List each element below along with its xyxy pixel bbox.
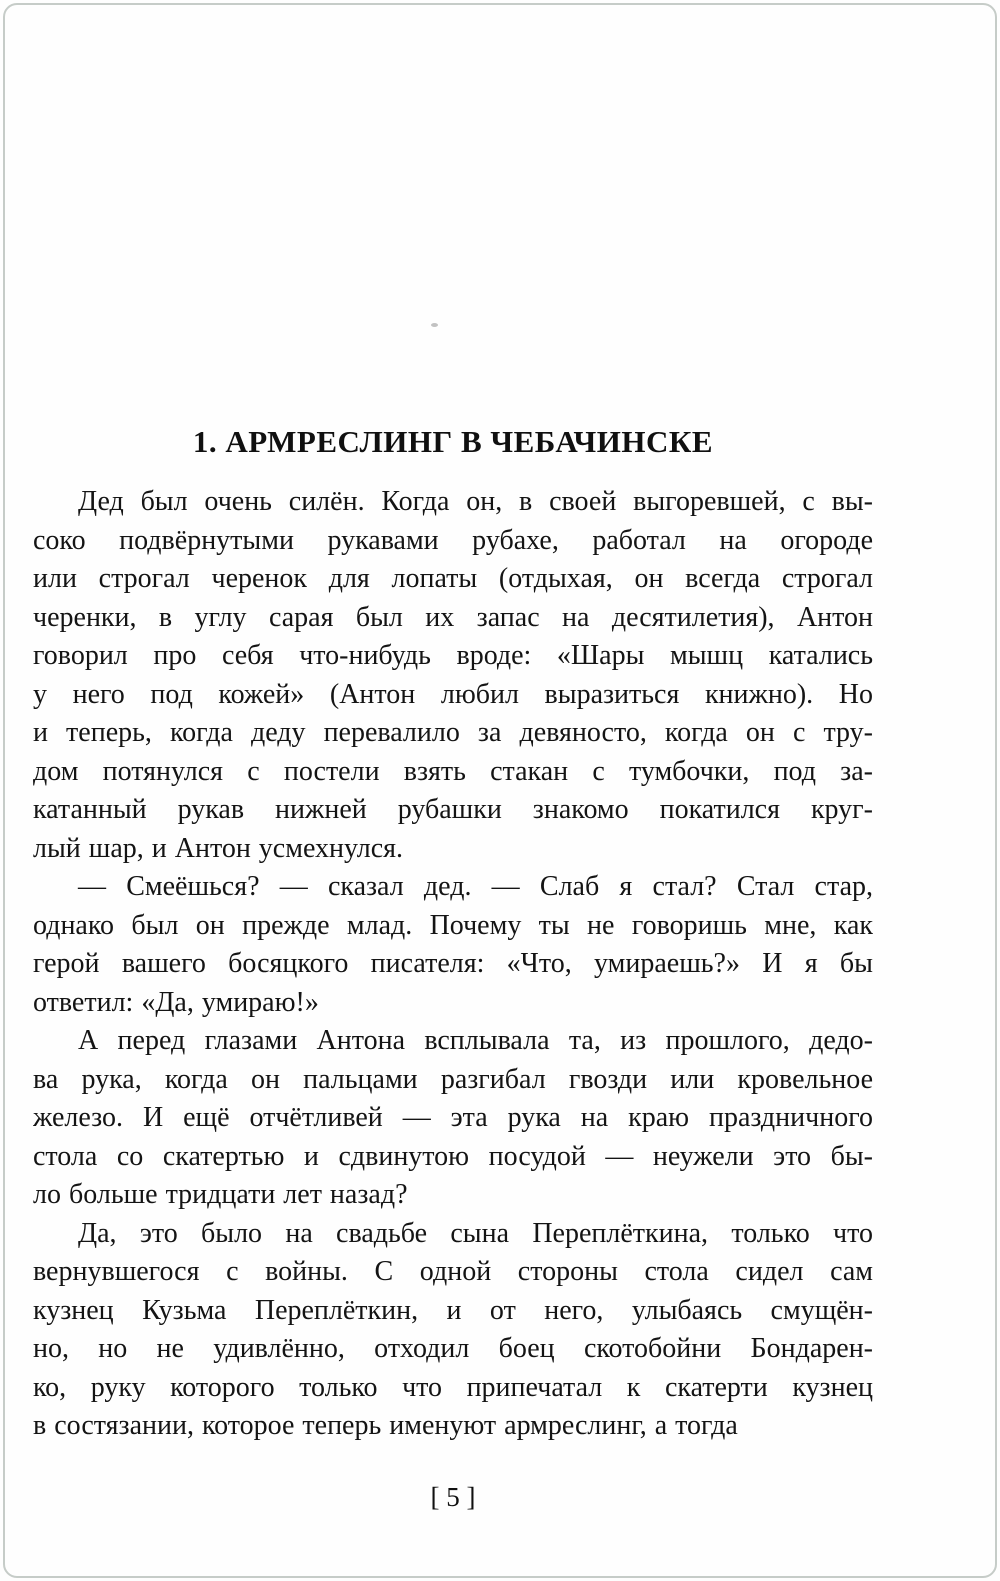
chapter-title: 1. АРМРЕСЛИНГ В ЧЕБАЧИНСКЕ xyxy=(192,424,714,459)
text-line: или строгал черенок для лопаты (отдыхая, он всегда строгал xyxy=(33,563,873,594)
text-line: ло больше тридцати лет назад? xyxy=(33,1179,408,1210)
body-text xyxy=(33,483,873,1446)
text-line: катанный рукав нижней рубашки знакомо покатился круг- xyxy=(33,794,873,825)
text-line: дом потянулся с постели взять стакан с тумбочки, под за- xyxy=(33,755,873,787)
text-line: черенки, в углу сарая был их запас на десятилетия), Антон xyxy=(33,601,873,633)
text-line: лый шар, и Антон усмехнулся. xyxy=(33,832,404,864)
paragraph xyxy=(33,1022,873,1215)
paragraph xyxy=(33,483,873,868)
text-line: в состязании, которое теперь именуют армреслинг, а тогда xyxy=(33,1410,738,1441)
text-line: — Смеёшься? — сказал дед. — Слаб я стал? Стал стар, xyxy=(78,871,873,902)
text-line: вернувшегося с войны. С одной стороны стола сидел сам xyxy=(33,1256,873,1287)
text-line: стола со скатертью и сдвинутою посудой — неужели это бы- xyxy=(33,1140,873,1172)
scan-artifact-dot xyxy=(431,323,438,327)
text-line: герой вашего босяцкого писателя: «Что, умираешь?» И я бы xyxy=(33,948,873,979)
text-line: ко, руку которого только что припечатал к скатерти кузнец xyxy=(33,1371,873,1403)
text-line: ва рука, когда он пальцами разгибал гвозди или кровельное xyxy=(33,1063,873,1095)
text-line: Дед был очень силён. Когда он, в своей выгоревшей, с вы- xyxy=(78,486,873,517)
page-number: [ 5 ] xyxy=(430,1482,476,1512)
text-line: железо. И ещё отчётливей — эта рука на краю праздничного xyxy=(33,1102,873,1133)
text-line: А перед глазами Антона всплывала та, из прошлого, дедо- xyxy=(78,1025,873,1056)
text-line: и теперь, когда деду перевалило за девяносто, когда он с тру- xyxy=(33,717,873,748)
text-line: говорил про себя что-нибудь вроде: «Шары мышц катались xyxy=(33,640,873,671)
text-line: однако был он прежде млад. Почему ты не говоришь мне, как xyxy=(33,909,873,941)
text-line: Да, это было на свадьбе сына Переплёткина, только что xyxy=(78,1217,873,1249)
text-line: у него под кожей» (Антон любил выразиться книжно). Но xyxy=(33,678,873,710)
text-line: соко подвёрнутыми рукавами рубахе, работал на огороде xyxy=(33,524,873,556)
text-line: кузнец Кузьма Переплёткин, и от него, улыбаясь смущён- xyxy=(33,1294,873,1326)
paragraph xyxy=(33,1215,873,1446)
text-line: ответил: «Да, умираю!» xyxy=(33,986,319,1018)
paragraph xyxy=(33,868,873,1022)
text-line: но, но не удивлённо, отходил боец скотобойни Бондарен- xyxy=(33,1333,873,1364)
